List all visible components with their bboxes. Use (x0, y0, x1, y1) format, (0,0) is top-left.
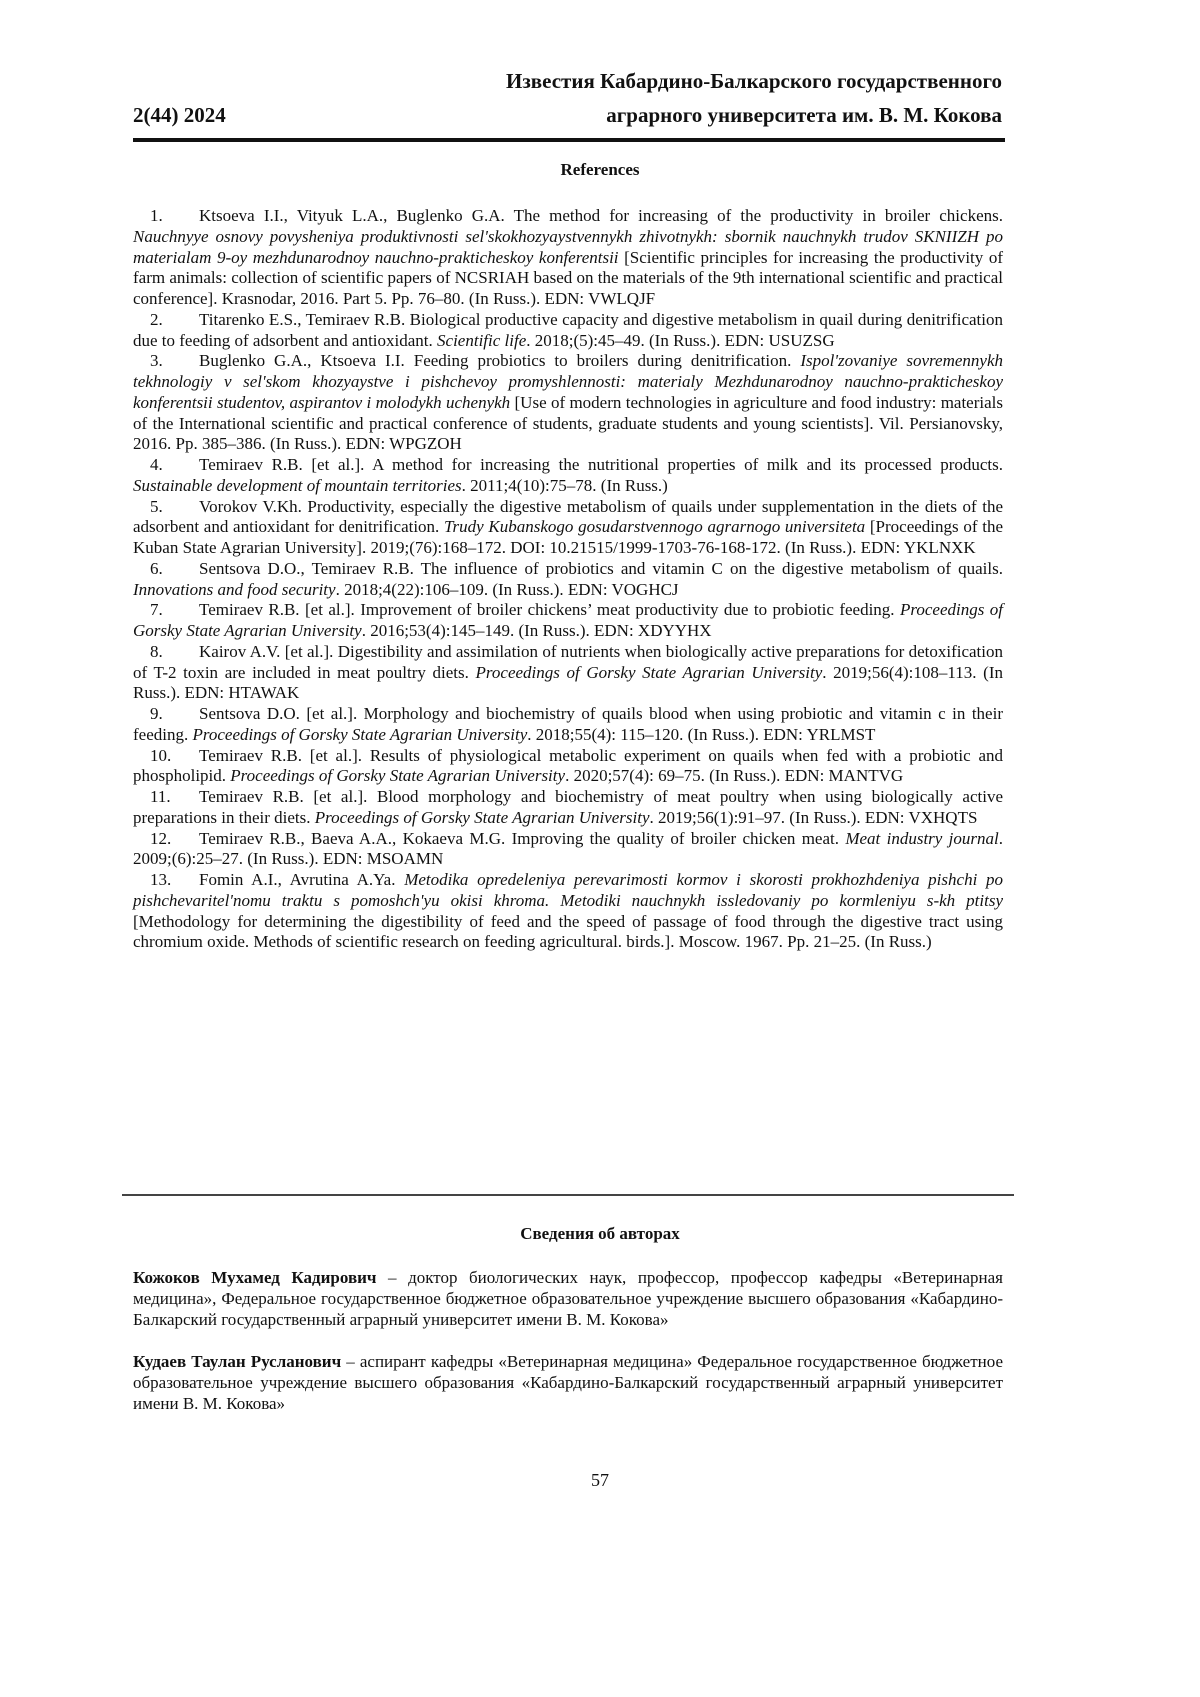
reference-text: Kairov A.V. [et al.]. Digestibility and assimilation of nutrients when biologically active preparations for detoxification of T-2 toxin are included in meat poultry diets. (133, 642, 1003, 682)
reference-item (133, 351, 1003, 455)
reference-item (133, 600, 1003, 642)
reference-item (133, 642, 1003, 704)
reference-text: . 2020;57(4): 69–75. (In Russ.). EDN: MANTVG (565, 766, 903, 785)
reference-item (133, 310, 1003, 352)
reference-number: 7. (150, 600, 199, 621)
reference-source-title: Trudy Kubanskogo gosudarstvennogo agrarnogo universiteta (444, 517, 865, 536)
reference-text: . 2018;4(22):106–109. (In Russ.). EDN: VOGHCJ (336, 580, 679, 599)
reference-number: 8. (150, 642, 199, 663)
reference-text: [Scientific principles for increasing the productivity of farm animals: collection of scientific papers of NCSRIAH based on the materials of the 9th international scientific and practical conference]. Krasnodar, 2016. Part 5. Pp. 76–80. (In Russ.). EDN: VWLQJF (133, 248, 1003, 309)
section-divider (122, 1194, 1014, 1196)
author-name: Кожоков Мухамед Кадирович (133, 1268, 377, 1287)
reference-item (133, 787, 1003, 829)
reference-text: Titarenko E.S., Temiraev R.B. Biological productive capacity and digestive metabolism in quail during denitrification due to feeding of adsorbent and antioxidant. (133, 310, 1003, 350)
reference-text: Ktsoeva I.I., Vityuk L.A., Buglenko G.A. The method for increasing of the productivity in broiler chickens. (199, 206, 1003, 225)
reference-number: 9. (150, 704, 199, 725)
reference-text: Buglenko G.A., Ktsoeva I.I. Feeding probiotics to broilers during denitrification. (199, 351, 800, 370)
reference-number: 5. (150, 497, 199, 518)
reference-item (133, 455, 1003, 497)
reference-source-title: Scientific life (437, 331, 526, 350)
reference-text: . 2016;53(4):145–149. (In Russ.). EDN: XDYYHX (362, 621, 712, 640)
reference-text: Temiraev R.B. [et al.]. A method for increasing the nutritional properties of milk and its processed products. (199, 455, 1003, 474)
reference-number: 6. (150, 559, 199, 580)
reference-text: [Use of modern technologies in agriculture and food industry: materials of the International scientific and practical conference of students, graduate students and young scientists]. Vil. Persianovsky, 2016. Pp. 385–386. (In Russ.). EDN: WPGZOH (133, 393, 1003, 454)
reference-text: . 2019;56(1):91–97. (In Russ.). EDN: VXHQTS (650, 808, 978, 827)
reference-item (133, 746, 1003, 788)
reference-number: 12. (150, 829, 199, 850)
reference-text: Sentsova D.O. [et al.]. Morphology and biochemistry of quails blood when using probiotic and vitamin c in their feeding. (133, 704, 1003, 744)
reference-number: 13. (150, 870, 199, 891)
reference-source-title: Proceedings of Gorsky State Agrarian University (192, 725, 527, 744)
author-name: Кудаев Таулан Русланович (133, 1352, 341, 1371)
references-heading: References (0, 160, 1200, 180)
reference-text: Temiraev R.B. [et al.]. Improvement of broiler chickens’ meat productivity due to probiotic feeding. (199, 600, 900, 619)
reference-text: [Methodology for determining the digestibility of feed and the speed of passage of food through the digestive tract using chromium oxide. Methods of scientific research on feeding agricultural. birds.]. Moscow. 1967. Pp. 21–25. (In Russ.) (133, 912, 1003, 952)
reference-text: Temiraev R.B. [et al.]. Blood morphology and biochemistry of meat poultry when using biologically active preparations in their diets. (133, 787, 1003, 827)
reference-source-title: Proceedings of Gorsky State Agrarian University (230, 766, 565, 785)
reference-source-title: Proceedings of Gorsky State Agrarian University (315, 808, 650, 827)
reference-text: Temiraev R.B. [et al.]. Results of physiological metabolic experiment on quails when fed with a probiotic and phospholipid. (133, 746, 1003, 786)
reference-item (133, 206, 1003, 310)
journal-title-line1: Известия Кабардино-Балкарского государственного (506, 66, 1002, 96)
authors-heading: Сведения об авторах (0, 1224, 1200, 1244)
reference-text: . 2018;(5):45–49. (In Russ.). EDN: USUZSG (526, 331, 834, 350)
reference-source-title: Sustainable development of mountain territories (133, 476, 462, 495)
reference-item (133, 870, 1003, 953)
reference-item (133, 704, 1003, 746)
reference-text: Fomin A.I., Avrutina A.Ya. (199, 870, 404, 889)
reference-source-title: Innovations and food security (133, 580, 336, 599)
reference-number: 2. (150, 310, 199, 331)
reference-text: Vorokov V.Kh. Productivity, especially the digestive metabolism of quails under supplementation in the diets of the adsorbent and antioxidant for denitrification. (133, 497, 1003, 537)
reference-item (133, 829, 1003, 871)
reference-source-title: Proceedings of Gorsky State Agrarian University (133, 600, 1003, 640)
reference-number: 10. (150, 746, 199, 767)
reference-text: [Proceedings of the Kuban State Agrarian University]. 2019;(76):168–172. DOI: 10.21515/1999-1703-76-168-172. (In Russ.). EDN: YKLNXK (133, 517, 1003, 557)
reference-text: . 2019;56(4):108–113. (In Russ.). EDN: HTAWAK (133, 663, 1003, 703)
page-number: 57 (0, 1470, 1200, 1491)
reference-item (133, 559, 1003, 601)
reference-source-title: Proceedings of Gorsky State Agrarian University (476, 663, 823, 682)
reference-text: . 2011;4(10):75–78. (In Russ.) (462, 476, 668, 495)
reference-source-title: Nauchnyye osnovy povysheniya produktivnosti sel'skokhozyaystvennykh zhivotnykh: sbornik nauchnykh trudov SKNIIZH po materialam 9-oy mezhdunarodnoy nauchno-prakticheskoy konferentsii (133, 227, 1003, 267)
reference-text: Temiraev R.B., Baeva A.A., Kokaeva M.G. Improving the quality of broiler chicken meat. (199, 829, 845, 848)
references-list (133, 206, 1003, 953)
reference-source-title: Metodika opredeleniya perevarimosti kormov i skorosti prokhozhdeniya pishchi po pishchevaritel'nomu traktu s pomoshch'yu okisi khroma. Metodiki nauchnykh issledovaniy po kormleniyu s-kh ptitsy (133, 870, 1003, 910)
reference-text: . 2009;(6):25–27. (In Russ.). EDN: MSOAMN (133, 829, 1003, 869)
reference-number: 3. (150, 351, 199, 372)
issue-number: 2(44) 2024 (133, 100, 226, 130)
reference-number: 1. (150, 206, 199, 227)
author-info (133, 1352, 1003, 1414)
author-info (133, 1268, 1003, 1330)
header-rule (133, 138, 1005, 142)
reference-source-title: Ispol'zovaniye sovremennykh tekhnologiy v sel'skom khozyaystve i pishchevoy promyshlennosti: materialy Mezhdunarodnoy nauchno-prakticheskoy konferentsii studentov, aspirantov i molodykh uchenykh (133, 351, 1003, 412)
author-description: – аспирант кафедры «Ветеринарная медицина» Федеральное государственное бюджетное образовательное учреждение высшего образования «Кабардино-Балкарский государственный аграрный университет имени В. М. Кокова» (133, 1352, 1003, 1413)
reference-text: . 2018;55(4): 115–120. (In Russ.). EDN: YRLMST (527, 725, 875, 744)
reference-text: Sentsova D.O., Temiraev R.B. The influence of probiotics and vitamin C on the digestive metabolism of quails. (199, 559, 1003, 578)
reference-number: 4. (150, 455, 199, 476)
reference-source-title: Meat industry journal (845, 829, 998, 848)
journal-title-line2: аграрного университета им. В. М. Кокова (606, 100, 1002, 130)
author-description: – доктор биологических наук, профессор, профессор кафедры «Ветеринарная медицина», Федеральное государственное бюджетное образовательное учреждение высшего образования «Кабардино-Балкарский государственный аграрный университет имени В. М. Кокова» (133, 1268, 1003, 1329)
reference-item (133, 497, 1003, 559)
reference-number: 11. (150, 787, 199, 808)
